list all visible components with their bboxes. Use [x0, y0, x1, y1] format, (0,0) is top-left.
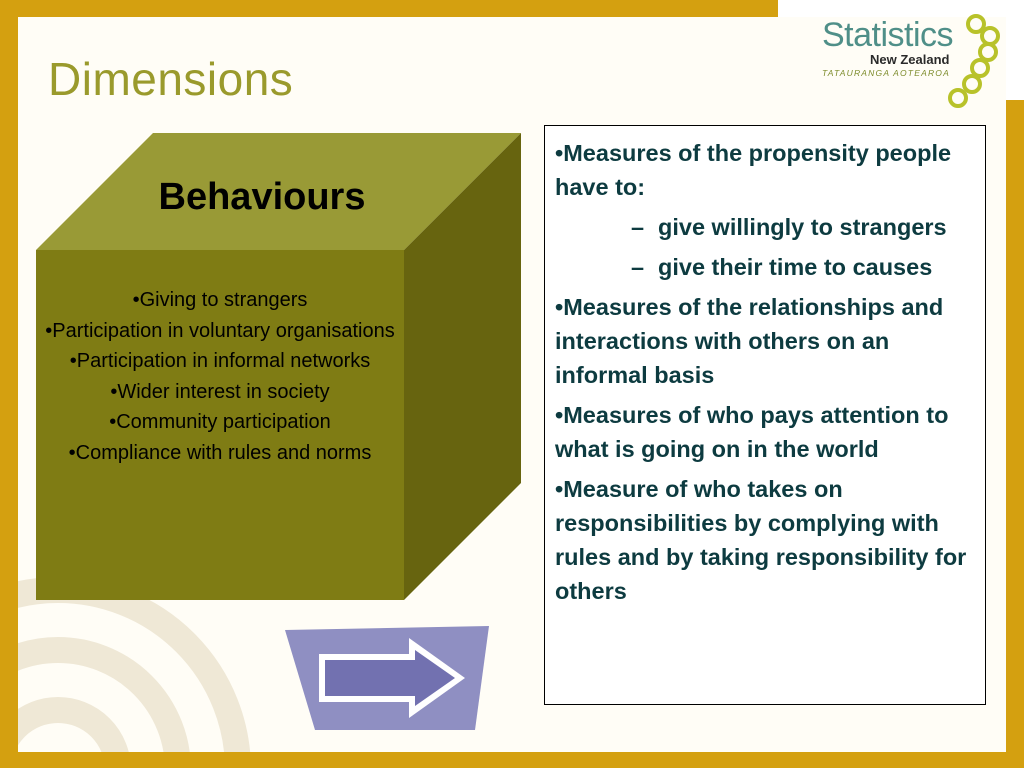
- dash-bullet: –: [631, 254, 645, 280]
- list-item: •Compliance with rules and norms: [68, 441, 372, 464]
- next-arrow-button[interactable]: [285, 626, 495, 734]
- measure-item: •Measures of who pays attention to what is going on in the world: [555, 402, 949, 462]
- measure-subitem: [555, 250, 977, 284]
- list-item: •Wider interest in society: [110, 380, 330, 403]
- measure-subitem-text: give willingly to strangers: [658, 214, 947, 240]
- measure-item: •Measures of the propensity people have to:: [555, 140, 952, 200]
- top-frame-bar: [0, 0, 778, 17]
- list-item: •Participation in informal networks: [69, 350, 371, 372]
- measure-item: •Measure of who takes on responsibilities by complying with rules and by taking responsibility for others: [555, 476, 967, 604]
- list-item: •Giving to strangers: [132, 289, 308, 311]
- measure-subitem: [555, 210, 977, 244]
- list-item: •Community participation: [109, 411, 331, 433]
- logo-sub-text: New Zealand: [870, 52, 950, 67]
- statistics-nz-logo: [818, 10, 1008, 114]
- logo-main-text: Statistics: [822, 16, 954, 54]
- page-title: Dimensions: [48, 53, 294, 105]
- measure-subitem-text: give their time to causes: [658, 254, 933, 280]
- measure-item: •Measures of the relationships and interactions with others on an informal basis: [555, 294, 944, 388]
- logo-maori-text: TATAURANGA AOTEAROA: [822, 68, 950, 78]
- right-frame-bar: [1006, 100, 1024, 768]
- behaviours-list: [36, 285, 404, 468]
- dash-bullet: –: [631, 214, 645, 240]
- bottom-frame-bar: [0, 752, 1024, 768]
- left-frame-bar: [0, 17, 18, 768]
- statistics-nz-logo-icon: [936, 12, 1006, 112]
- list-item: •Participation in voluntary organisations: [45, 319, 395, 342]
- measures-textbox: [544, 125, 986, 705]
- cube-heading: Behaviours: [158, 176, 366, 218]
